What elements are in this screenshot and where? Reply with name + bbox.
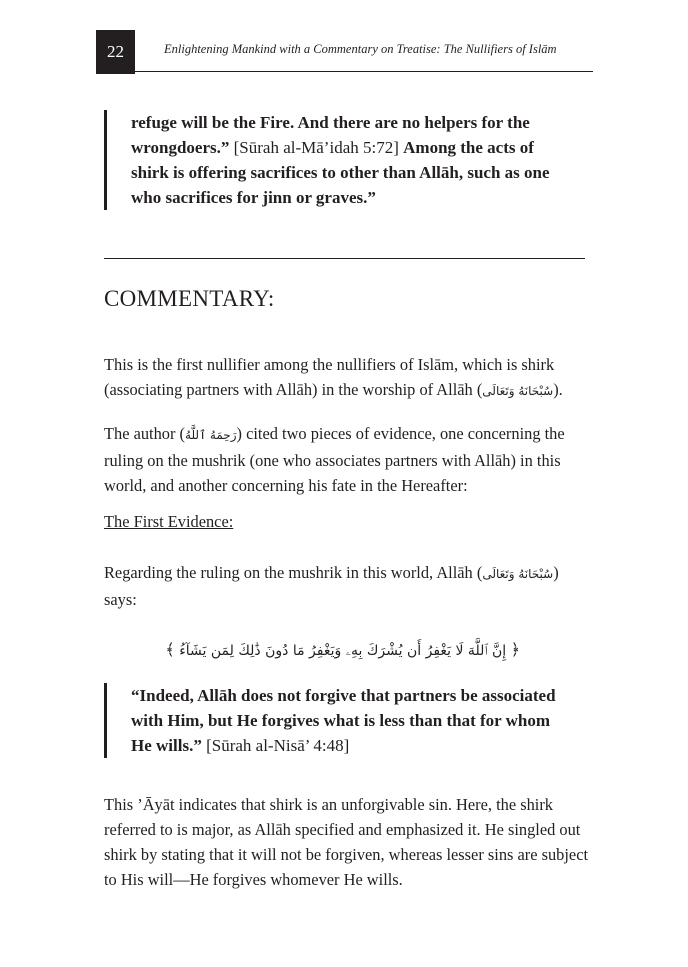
header-rule (135, 71, 593, 72)
quran-verse-arabic (165, 640, 520, 659)
page-number: 22 (96, 30, 135, 74)
arabic-honorific: سُبْحَانَهُ وَتَعَالَى (482, 384, 554, 398)
paragraph-first-nullifier (104, 352, 590, 404)
paragraph-author-evidence (104, 421, 590, 498)
paragraph-ayat-explanation: This ’Āyāt indicates that shirk is an unforgivable sin. Here, the shirk referred to is major, as Allāh specified and emphasized it. He singled out shirk by stating that it will not be forgiven, whereas lesser sins are subject to His will—He forgives whomever He wills. (104, 795, 589, 889)
arabic-honorific: سُبْحَانَهُ وَتَعَالَى (482, 567, 554, 581)
paragraph-text: ) cited two pieces of evidence, one concerning the ruling on the mushrik (one who associates partners with Allāh) in this world, and another concerning his fate in the Hereafter: (104, 424, 565, 495)
sub-heading: The First Evidence: (104, 512, 234, 531)
quote-reference: [Sūrah al-Nisā’ 4:48] (201, 736, 350, 755)
ornate-bracket-close: ﴾ (165, 640, 175, 659)
paragraph-end: ). (553, 380, 563, 399)
quote-reference: [Sūrah al-Mā’idah 5:72] (229, 138, 404, 157)
paragraph-text: Regarding the ruling on the mushrik in this world, Allāh ( (104, 563, 483, 582)
paragraph-start: The author ( (104, 424, 186, 443)
quote-block-verse-translation (104, 683, 563, 758)
paragraph-text: This is the first nullifier among the nullifiers of Islām, which is shirk (associating partners with Allāh) in the worship of Allāh ( (104, 355, 555, 399)
paragraph-end: ) says: (104, 563, 559, 609)
section-heading: COMMENTARY: (104, 286, 275, 311)
section-divider (104, 258, 585, 259)
arabic-honorific: رَحِمَهُ ٱللَّهُ (185, 428, 237, 442)
quote-text: “Indeed, Allāh does not forgive that partners be associated with Him, but He forgives what is less than that for whom He wills.” (131, 686, 556, 755)
ornate-bracket-open: ﴿ (510, 640, 520, 659)
verse-text: إِنَّ ٱللَّهَ لَا يَغْفِرُ أَن يُشْرَكَ بِهِۦ وَيَغْفِرُ مَا دُونَ ذَٰلِكَ لِمَن يَشَآءُ (179, 643, 507, 659)
running-title: Enlightening Mankind with a Commentary on Treatise: The Nullifiers of Islām (164, 42, 557, 56)
quote-text-continued: Among the acts of shirk is offering sacrifices to other than Allāh, such as one who sacrifices for jinn or graves.” (131, 138, 550, 207)
quote-text: refuge will be the Fire. And there are no helpers for the wrongdoers.” (131, 113, 530, 157)
quote-block-top (104, 110, 563, 210)
paragraph-ruling (104, 560, 590, 612)
